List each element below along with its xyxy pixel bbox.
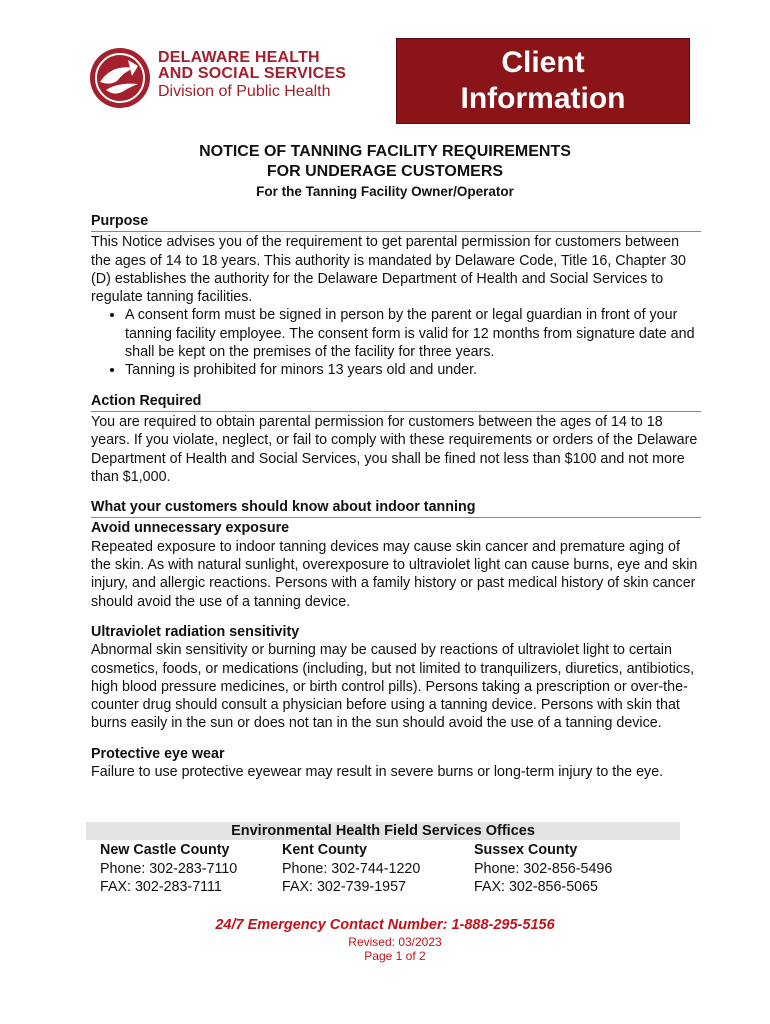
purpose-bullet: • Tanning is prohibited for minors 13 years old and under. [125,361,701,379]
county-kent [282,841,420,897]
county-fax: FAX: 302-283-7111 [100,879,222,895]
revised-date: Revised: 03/2023 [348,935,442,949]
dhss-logo [88,46,368,116]
exposure-text: Repeated exposure to indoor tanning devices may cause skin cancer and premature aging of the skin. As with natural sunlight, overexposure to ultraviolet light can cause burns, eye and skin injury, and allergic reactions. Persons with a family history or past medical history of skin cancer should avoid the use of a tanning device. [91,538,698,610]
logo-line-2: AND SOCIAL SERVICES [158,65,347,82]
county-phone: Phone: 302-856-5496 [474,860,613,877]
emergency-contact: 24/7 Emergency Contact Number: 1-888-295-5156 [215,917,555,933]
eye-wear-subheading: Protective eye wear [91,745,225,762]
notice-title-line-2: FOR UNDERAGE CUSTOMERS [266,163,504,180]
client-box-line-1: Client [501,46,585,79]
purpose-heading: Purpose [91,212,701,232]
exposure-subheading: Avoid unnecessary exposure [91,520,290,537]
action-text: You are required to obtain parental permission for customers between the ages of 14 to 18 years. If you violate, neglect, or fail to comply with these requirements or orders of the Delaware Department of Health and Social Services, you shall be fined not less than $100 and not more than $1,000. [91,413,698,485]
client-information-box [396,38,690,124]
county-name: Kent County [282,842,367,858]
notice-body [91,212,701,781]
dhss-seal-icon [88,46,152,110]
purpose-bullets [91,306,701,379]
county-name: Sussex County [474,842,578,858]
eye-wear-text: Failure to use protective eyewear may result in severe burns or long-term injury to the eye. [91,764,664,781]
county-fax: FAX: 302-856-5065 [474,879,598,895]
county-fax: FAX: 302-739-1957 [282,879,406,895]
logo-text [158,50,346,100]
county-name: New Castle County [100,842,230,858]
notice-title-line-1: NOTICE OF TANNING FACILITY REQUIREMENTS [199,143,571,160]
purpose-text: This Notice advises you of the requirement to get parental permission for customers between the ages of 14 to 18 years. This authority is mandated by Delaware Code, Title 16, Chapter 30 (D) establishes the authority for the Delaware Department of Health and Social Services to regulate tanning facilities. [91,234,686,306]
purpose-bullet: • A consent form must be signed in person by the parent or legal guardian in front of your tanning facility employee. The consent form is valid for 12 months from signature date and shall be kept on the premises of the facility for three years. [125,306,701,361]
logo-line-1: DELAWARE HEALTH [158,49,320,66]
county-sussex [474,841,612,897]
county-phone: Phone: 302-744-1220 [282,860,421,877]
county-phone: Phone: 302-283-7110 [100,860,238,877]
logo-line-3: Division of Public Health [158,83,331,100]
uv-sensitivity-text: Abnormal skin sensitivity or burning may be caused by reactions of ultraviolet light to certain cosmetics, foods, or medications (including, but not limited to tranquilizers, diuretics, antibiotics, high blood pressure medicines, or birth control pills). Persons taking a prescription or over-the-counter drug should consult a physician before using a tanning device. Persons with skin that burns easily in the sun or does not tan in the sun should avoid the use of a tanning device. [91,642,695,732]
action-heading: Action Required [91,392,701,412]
uv-sensitivity-subheading: Ultraviolet radiation sensitivity [91,623,300,640]
offices-title: Environmental Health Field Services Offices [231,823,535,839]
county-new-castle [100,841,237,897]
page-number: Page 1 of 2 [364,949,426,963]
client-box-line-2: Information [460,82,626,115]
notice-subtitle: For the Tanning Facility Owner/Operator [256,184,514,199]
know-heading: What your customers should know about indoor tanning [91,498,701,518]
